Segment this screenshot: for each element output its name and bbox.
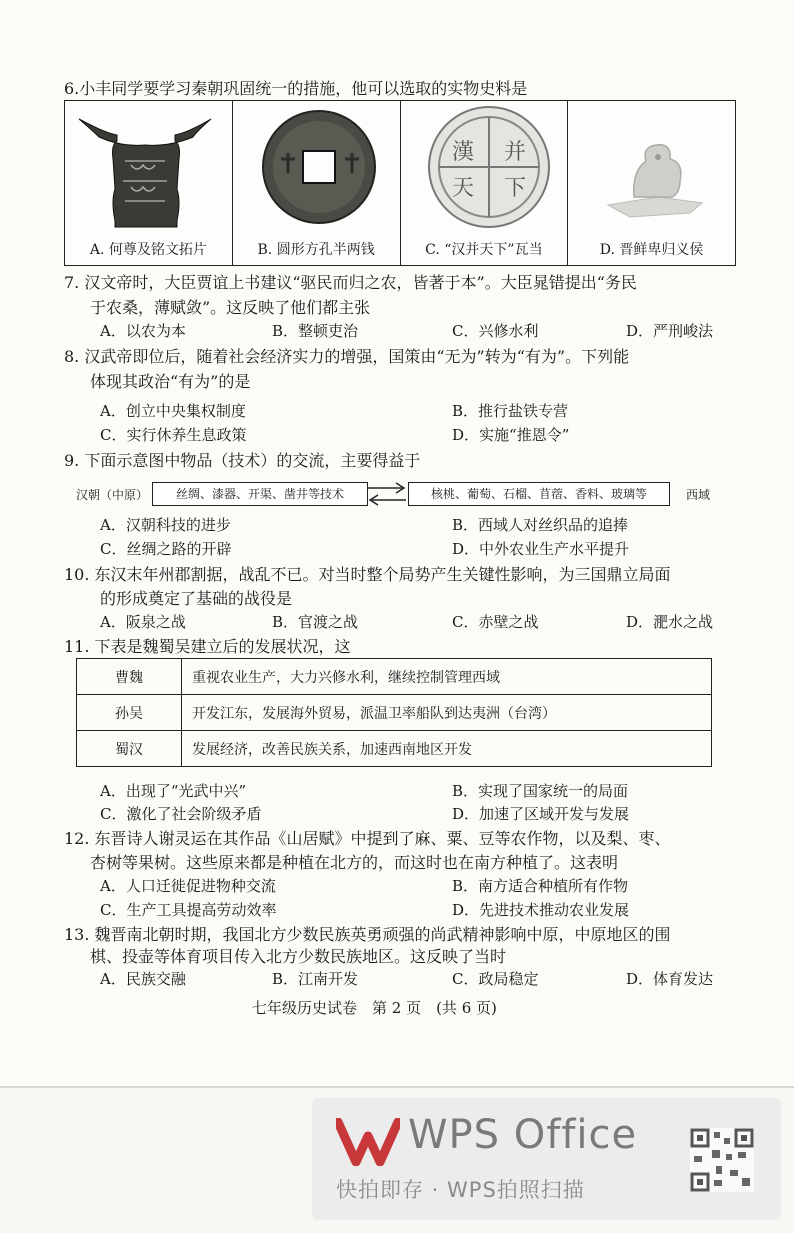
q7-option-c: C．兴修水利 xyxy=(452,322,539,340)
q6-caption-c: C. “汉并天下”瓦当 xyxy=(425,242,543,258)
question-7-line2: 于农桑，薄赋敛”。这反映了他们都主张 xyxy=(90,298,371,317)
diagram-right-box: 核桃、葡萄、石榴、苜蓿、香料、玻璃等 xyxy=(408,482,670,506)
table-cell-desc: 发展经济，改善民族关系，加速西南地区开发 xyxy=(182,731,712,767)
tile-char-1: 漢 xyxy=(451,140,474,165)
q8-option-b: B．推行盐铁专营 xyxy=(452,402,569,420)
q9-option-d: D．中外农业生产水平提升 xyxy=(452,540,630,558)
q6-image-d xyxy=(568,101,735,265)
q9-option-b: B．西域人对丝织品的追捧 xyxy=(452,516,629,534)
q11-table xyxy=(76,658,712,767)
q11-option-c: C．激化了社会阶级矛盾 xyxy=(100,805,262,823)
question-9-stem: 9. 下面示意图中物品（技术）的交流，主要得益于 xyxy=(64,451,421,470)
q11-option-a: A．出现了“光武中兴” xyxy=(100,782,247,800)
question-7-line1: 7. 汉文帝时，大臣贾谊上书建议“驱民而归之农，皆著于本”。大臣晁错提出“务民 xyxy=(64,273,637,292)
q12-option-d: D．先进技术推动农业发展 xyxy=(452,901,630,919)
page-footer: 七年级历史试卷 第 2 页 (共 6 页) xyxy=(252,999,497,1017)
diagram-left-label: 汉朝（中原） xyxy=(76,488,149,502)
page-edge xyxy=(0,1086,794,1088)
q7-option-b: B．整顿吏治 xyxy=(272,322,359,340)
table-row xyxy=(77,695,712,731)
diagram-right-label: 西域 xyxy=(686,488,711,502)
question-8-line2: 体现其政治“有为”的是 xyxy=(90,372,251,391)
question-12-line1: 12. 东晋诗人谢灵运在其作品《山居赋》中提到了麻、粟、豆等农作物，以及梨、枣、 xyxy=(64,829,671,848)
q12-option-a: A．人口迁徙促进物种交流 xyxy=(100,877,276,895)
exchange-arrows-icon xyxy=(366,478,408,510)
q13-option-a: A．民族交融 xyxy=(100,970,186,988)
q7-option-a: A．以农为本 xyxy=(100,322,186,340)
q6-image-b xyxy=(233,101,401,265)
q10-option-d: D．淝水之战 xyxy=(626,613,714,631)
question-8-line1: 8. 汉武帝即位后，随着社会经济实力的增强，国策由“无为”转为“有为”。下列能 xyxy=(64,347,630,366)
q13-option-c: C．政局稳定 xyxy=(452,970,539,988)
q11-option-b: B．实现了国家统一的局面 xyxy=(452,782,629,800)
q10-option-a: A．阪泉之战 xyxy=(100,613,186,631)
q12-option-c: C．生产工具提高劳动效率 xyxy=(100,901,277,919)
q6-caption-b: B. 圆形方孔半两钱 xyxy=(257,242,375,258)
q8-option-d: D．实施“推恩令” xyxy=(452,426,570,444)
wps-watermark xyxy=(312,1098,781,1220)
wps-subtitle: 快拍即存 · WPS拍照扫描 xyxy=(336,1178,585,1202)
q6-caption-a: A. 何尊及铭文拓片 xyxy=(89,242,207,258)
qr-code-icon xyxy=(690,1128,754,1192)
wps-logo-icon xyxy=(336,1118,400,1166)
table-cell-desc: 开发江东，发展海外贸易，派温卫率船队到达夷洲（台湾） xyxy=(182,695,712,731)
q10-option-c: C．赤壁之战 xyxy=(452,613,539,631)
q6-image-a xyxy=(65,101,233,265)
table-cell-state: 曹魏 xyxy=(77,659,182,695)
question-11-stem: 11. 下表是魏蜀吴建立后的发展状况，这 xyxy=(64,637,351,656)
q9-option-c: C．丝绸之路的开辟 xyxy=(100,540,232,558)
q13-option-b: B．江南开发 xyxy=(272,970,359,988)
tile-char-3: 天 xyxy=(451,176,474,201)
q13-option-d: D．体育发达 xyxy=(626,970,714,988)
question-10-line2: 的形成奠定了基础的战役是 xyxy=(100,589,293,608)
q8-option-c: C．实行休养生息政策 xyxy=(100,426,247,444)
q6-image-c xyxy=(401,101,569,265)
wps-title: WPS Office xyxy=(408,1112,638,1158)
table-cell-state: 孙吴 xyxy=(77,695,182,731)
question-13-line1: 13. 魏晋南北朝时期，我国北方少数民族英勇顽强的尚武精神影响中原，中原地区的围 xyxy=(64,925,671,944)
tile-char-4: 下 xyxy=(503,176,526,201)
table-cell-state: 蜀汉 xyxy=(77,731,182,767)
tile-char-2: 并 xyxy=(503,140,526,165)
q6-image-strip xyxy=(64,100,736,266)
q11-option-d: D．加速了区域开发与发展 xyxy=(452,805,630,823)
table-cell-desc: 重视农业生产，大力兴修水利，继续控制管理西域 xyxy=(182,659,712,695)
table-row xyxy=(77,659,712,695)
q6-caption-d: D. 晋鲜卑归义侯 xyxy=(599,242,704,258)
q7-option-d: D．严刑峻法 xyxy=(626,322,714,340)
question-6-stem: 6.小丰同学要学习秦朝巩固统一的措施，他可以选取的实物史料是 xyxy=(64,79,528,98)
q10-option-b: B．官渡之战 xyxy=(272,613,359,631)
question-10-line1: 10. 东汉末年州郡割据，战乱不已。对当时整个局势产生关键性影响，为三国鼎立局面 xyxy=(64,565,671,584)
question-12-line2: 杏树等果树。这些原来都是种植在北方的，而这时也在南方种植了。这表明 xyxy=(90,853,619,872)
question-13-line2: 棋、投壶等体育项目传入北方少数民族地区。这反映了当时 xyxy=(90,947,507,966)
q8-option-a: A．创立中央集权制度 xyxy=(100,402,246,420)
q12-option-b: B．南方适合种植所有作物 xyxy=(452,877,629,895)
diagram-left-box: 丝绸、漆器、开渠、凿井等技术 xyxy=(152,482,368,506)
q9-option-a: A．汉朝科技的进步 xyxy=(100,516,231,534)
table-row xyxy=(77,731,712,767)
